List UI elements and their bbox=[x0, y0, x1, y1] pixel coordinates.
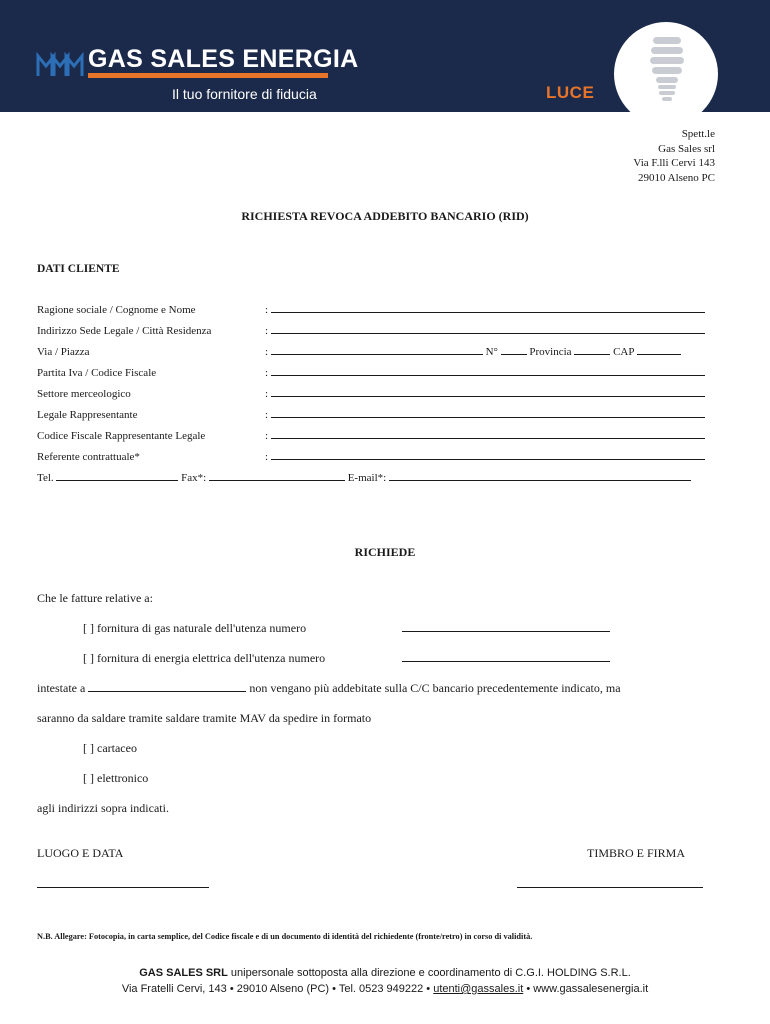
recipient-line: Gas Sales srl bbox=[658, 142, 715, 155]
indirizzi-text: agli indirizzi sopra indicati. bbox=[37, 801, 169, 815]
intro-text: Che le fatture relative a: bbox=[37, 591, 153, 605]
section-heading-client: DATI CLIENTE bbox=[37, 263, 120, 275]
recipient-line: 29010 Alseno PC bbox=[637, 171, 715, 184]
field-partita-iva[interactable]: : bbox=[265, 367, 705, 379]
checkbox-cartaceo[interactable]: [ ] cartaceo bbox=[83, 741, 137, 755]
nb-note: N.B. Allegare: Fotocopia, in carta semplice, del Codice fiscale e di un documento di identità del richiedente (fronte/retro) in corso di validità. bbox=[37, 932, 533, 941]
mav-text: saranno da saldare tramite saldare tramite MAV da spedire in formato bbox=[37, 711, 372, 725]
brand-tagline: Il tuo fornitore di fiducia bbox=[172, 86, 317, 102]
gas-sales-logo-icon bbox=[36, 52, 84, 78]
field-label-partita-iva: Partita Iva / Codice Fiscale bbox=[37, 367, 157, 379]
recipient-address bbox=[633, 127, 715, 185]
footer-company: GAS SALES SRL bbox=[139, 967, 228, 979]
footer-line-1: GAS SALES SRL unipersonale sottoposta alla direzione e coordinamento di C.G.I. HOLDING S.R.L. bbox=[139, 967, 631, 979]
lightbulb-icon bbox=[644, 34, 690, 102]
intestatario-field[interactable] bbox=[88, 683, 246, 692]
field-label-referente: Referente contrattuale* bbox=[37, 451, 140, 463]
timbro-firma-label: TIMBRO E FIRMA bbox=[587, 846, 686, 860]
field-label-settore: Settore merceologico bbox=[37, 388, 131, 400]
intestate-line: intestate a non vengano più addebitate sulla C/C bancario precedentemente indicato, ma bbox=[37, 681, 621, 695]
header-banner bbox=[0, 0, 770, 112]
section-heading-richiede: RICHIEDE bbox=[354, 545, 416, 559]
utenza-luce-field[interactable] bbox=[402, 651, 610, 666]
brand-name: GAS SALES ENERGIA bbox=[88, 45, 359, 73]
recipient-line: Spett.le bbox=[681, 128, 715, 140]
field-settore[interactable]: : bbox=[265, 388, 705, 400]
field-label-indirizzo: Indirizzo Sede Legale / Città Residenza bbox=[37, 325, 212, 337]
recipient-line: Via F.lli Cervi 143 bbox=[633, 157, 715, 169]
field-indirizzo[interactable]: : bbox=[265, 325, 705, 337]
footer-line-2: Via Fratelli Cervi, 143 • 29010 Alseno (PC) • Tel. 0523 949222 • utenti@gassales.it • www.gassalesenergia.it bbox=[121, 983, 649, 995]
checkbox-gas[interactable]: [ ] fornitura di gas naturale dell'utenza numero bbox=[83, 621, 307, 635]
footer-email-link[interactable]: utenti@gassales.it bbox=[433, 983, 524, 995]
field-ragione-sociale[interactable]: : bbox=[265, 304, 705, 316]
checkbox-luce[interactable]: [ ] fornitura di energia elettrica dell'utenza numero bbox=[83, 651, 326, 665]
luogo-data-label: LUOGO E DATA bbox=[37, 846, 124, 860]
timbro-firma-field[interactable] bbox=[517, 877, 703, 892]
luogo-data-field[interactable] bbox=[37, 877, 209, 892]
utenza-gas-field[interactable] bbox=[402, 621, 610, 636]
product-label: LUCE bbox=[546, 83, 595, 102]
field-cf-legale[interactable]: : bbox=[265, 430, 705, 442]
checkbox-elettronico[interactable]: [ ] elettronico bbox=[83, 771, 149, 785]
field-label-via: Via / Piazza bbox=[37, 346, 90, 358]
brand-underline bbox=[88, 73, 328, 78]
field-label-legale: Legale Rappresentante bbox=[37, 409, 138, 421]
field-label-ragione-sociale: Ragione sociale / Cognome e Nome bbox=[37, 304, 196, 316]
field-label-cf-legale: Codice Fiscale Rappresentante Legale bbox=[37, 430, 206, 442]
field-legale[interactable]: : bbox=[265, 409, 705, 421]
field-via-row[interactable]: : N° Provincia CAP bbox=[265, 346, 681, 358]
contact-row[interactable]: Tel. Fax*: E-mail*: bbox=[37, 472, 691, 484]
field-referente[interactable]: : bbox=[265, 451, 705, 463]
document-title: RICHIESTA REVOCA ADDEBITO BANCARIO (RID) bbox=[241, 209, 529, 223]
